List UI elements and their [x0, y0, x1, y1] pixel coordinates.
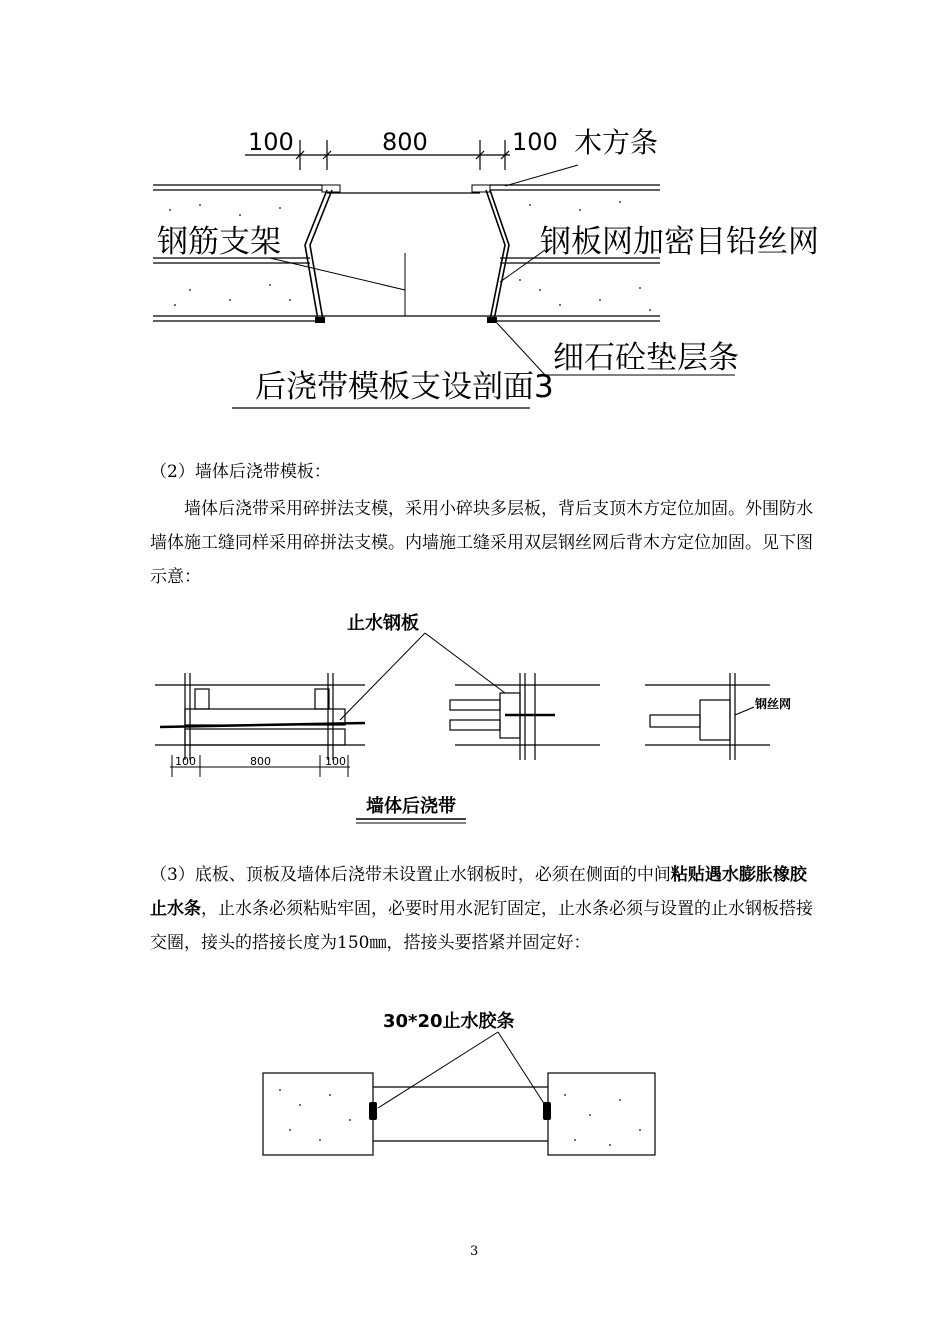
fig2-dim-left: 100: [175, 755, 196, 768]
section3-text-before: （3）底板、顶板及墙体后浇带未设置止水钢板时，必须在侧面的中间: [150, 865, 671, 885]
section3-text-after: ，止水条必须粘贴牢固，必要时用水泥钉固定，止水条必须与设置的止水钢板搭接交圈，接头的搭接长度为150㎜，搭接头要搭紧并固定好：: [150, 899, 813, 953]
label-waterstop-strip: 30*20止水胶条: [383, 1011, 515, 1032]
figure3-blocks: [263, 1073, 655, 1155]
dim-center-800: 800: [382, 128, 428, 156]
figure2-caption: 墙体后浇带: [366, 796, 456, 817]
label-steel-support: 钢筋支架: [157, 224, 281, 260]
figure3-texture: [279, 1089, 641, 1146]
pad-right: [487, 317, 497, 323]
dim-left-100: 100: [248, 128, 294, 156]
fig2-dim-center: 800: [250, 755, 271, 768]
middle-detail: [450, 673, 600, 760]
figure-waterstop-strip: [0, 1005, 950, 1165]
figure-wall-post-pour-strip: [0, 605, 950, 830]
label-wire-mesh: 钢丝网: [755, 697, 792, 711]
pad-left: [315, 317, 325, 323]
timber-block-right: [472, 185, 490, 192]
section3-body: [150, 858, 815, 960]
strip-leaders: [378, 1032, 545, 1108]
strip-left: [369, 1102, 377, 1120]
label-fine-concrete-pad: 细石砼垫层条: [553, 340, 739, 376]
right-detail: [645, 673, 770, 760]
figure1-caption: 后浇带模板支设剖面3: [255, 369, 554, 405]
label-waterstop-plate: 止水钢板: [347, 613, 419, 634]
section2-heading: （2）墙体后浇带模板：: [150, 462, 331, 482]
strip-right: [543, 1102, 551, 1120]
fig2-dim-right: 100: [325, 755, 346, 768]
section2-body: 墙体后浇带采用碎拼法支模，采用小碎块多层板，背后支顶木方定位加固。外围防水墙体施工缝同样采用碎拼法支模。内墙施工缝采用双层钢丝网后背木方定位加固。见下图示意：: [150, 499, 813, 587]
mesh-zigzag: [305, 190, 509, 320]
dim-right-100: 100: [512, 128, 558, 156]
steel-support: [270, 253, 405, 316]
left-detail: [155, 673, 365, 760]
label-steel-mesh: 钢板网加密目铅丝网: [540, 224, 819, 260]
section3-text-bold: 粘贴遇水膨胀橡胶止水条: [150, 865, 807, 919]
waterstop-leaders: [340, 633, 505, 720]
figure-slab-formwork-section: [0, 110, 950, 420]
label-timber-strip: 木方条: [574, 126, 659, 159]
page-number: 3: [470, 1244, 479, 1259]
